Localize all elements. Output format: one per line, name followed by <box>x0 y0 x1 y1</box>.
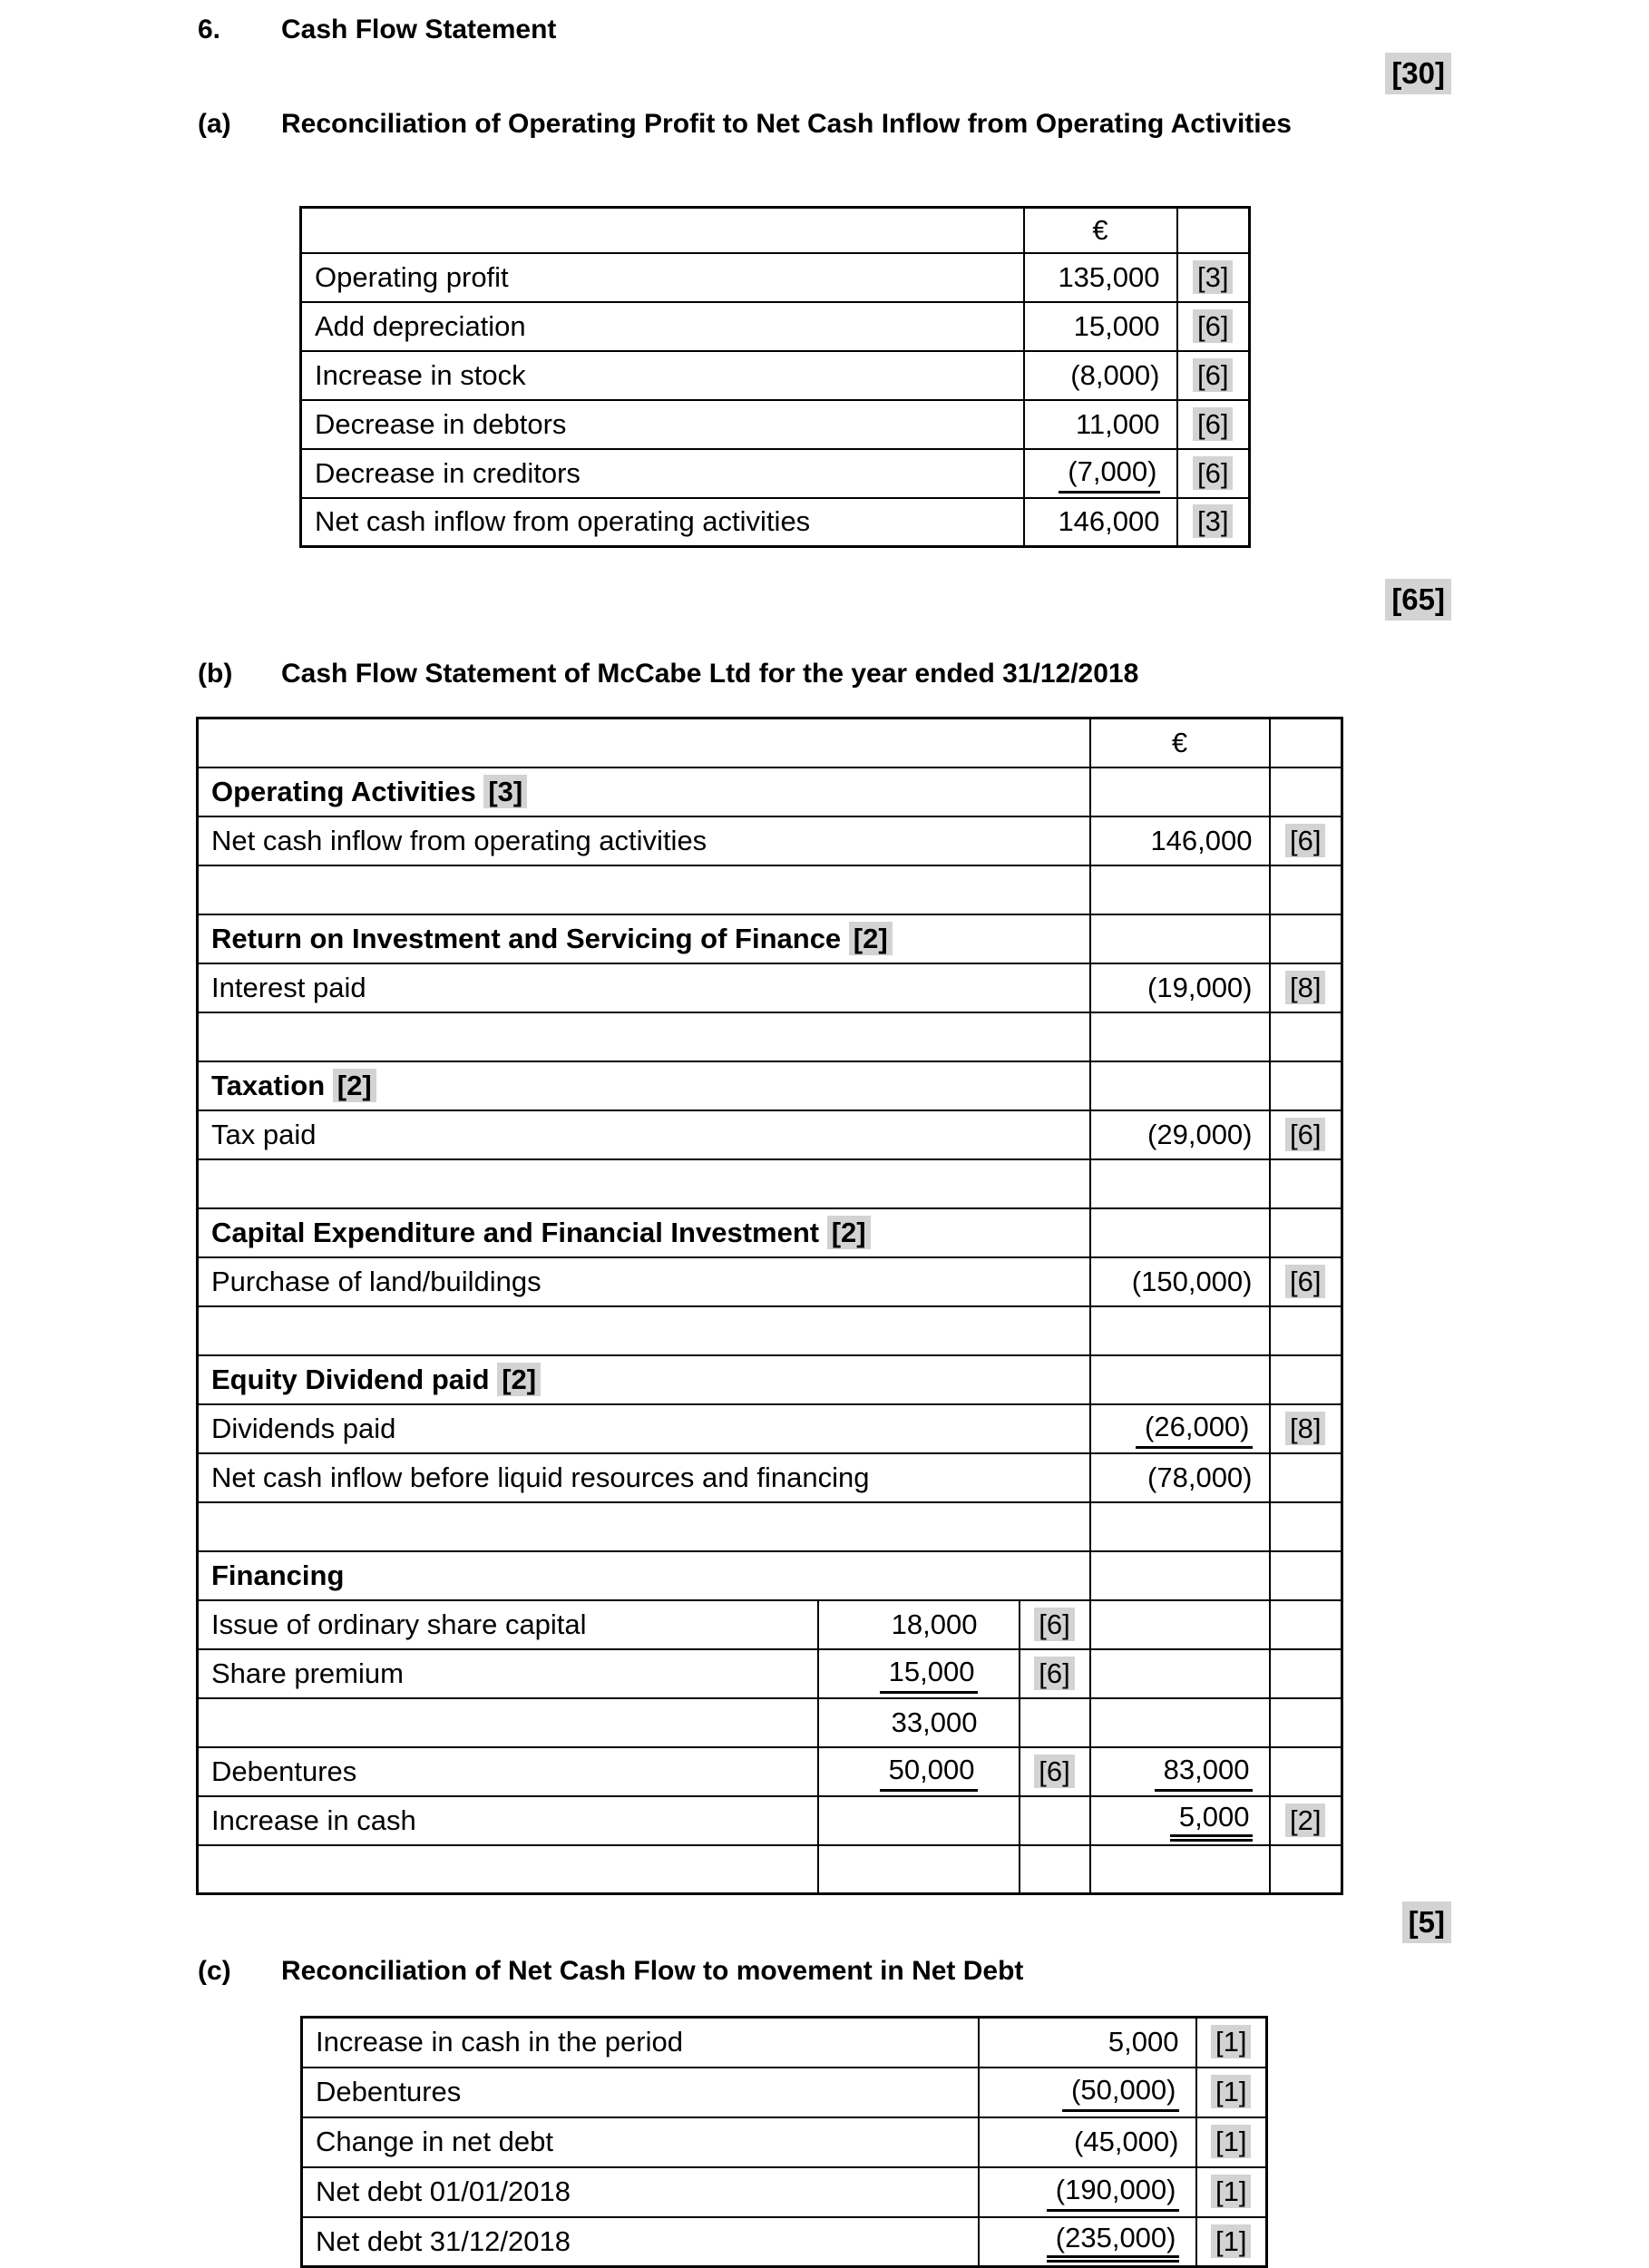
mark-badge: [1] <box>1211 2175 1251 2208</box>
blank-cell <box>1270 1012 1342 1061</box>
table-row <box>301 351 1250 400</box>
amount-cell <box>979 2068 1196 2117</box>
amount-cell <box>1024 400 1177 449</box>
section-header-label <box>198 1208 1090 1257</box>
mark-cell <box>1270 1404 1342 1453</box>
amount-cell <box>1090 1747 1270 1796</box>
blank-cell <box>1270 1306 1342 1355</box>
section-b-label: (b) <box>198 659 233 689</box>
sub-mark-cell <box>1020 1698 1090 1747</box>
page-title: Cash Flow Statement <box>281 15 557 44</box>
row-label <box>198 1845 818 1894</box>
net-debt-reconciliation-table <box>300 2016 1268 2268</box>
amount-value: (50,000) <box>1062 2072 1178 2112</box>
blank-cell <box>1090 1551 1270 1600</box>
table-header-row <box>301 208 1250 253</box>
table-row <box>302 2068 1267 2117</box>
amount-cell <box>979 2018 1196 2068</box>
amount-cell <box>1090 1110 1270 1159</box>
table-row <box>301 449 1250 498</box>
table-row <box>198 1453 1342 1502</box>
row-label: Issue of ordinary share capital <box>198 1600 818 1649</box>
mark-cell <box>1270 1257 1342 1306</box>
mark-badge: [6] <box>1034 1608 1074 1641</box>
section-title: Capital Expenditure and Financial Investment <box>211 1216 827 1248</box>
main-heading <box>198 15 556 45</box>
section-header-label <box>198 1355 1090 1404</box>
blank-cell <box>301 208 1024 253</box>
blank-cell <box>1090 767 1270 816</box>
question-number: 6. <box>198 15 221 44</box>
table-row <box>302 2217 1267 2267</box>
table-row <box>301 498 1250 547</box>
mark-cell <box>1177 253 1250 302</box>
blank-cell <box>1270 1208 1342 1257</box>
sub-mark-cell <box>1020 1845 1090 1894</box>
mark-cell <box>1270 1747 1342 1796</box>
row-label: Increase in stock <box>301 351 1024 400</box>
amount-value: (190,000) <box>1047 2172 1179 2212</box>
amount-cell <box>1090 1404 1270 1453</box>
amount-value: (8,000) <box>1070 358 1160 391</box>
row-label: Increase in cash in the period <box>302 2018 979 2068</box>
amount-cell <box>1090 1257 1270 1306</box>
row-label: Dividends paid <box>198 1404 1090 1453</box>
mark-badge: [2] <box>1285 1804 1325 1837</box>
mark-cell <box>1270 1110 1342 1159</box>
table-row <box>198 1747 1342 1796</box>
row-label <box>198 1698 818 1747</box>
mark-cell <box>1270 1649 1342 1698</box>
sub-mark-cell <box>1020 1649 1090 1698</box>
mark-badge: [1] <box>1211 2125 1251 2158</box>
mark-badge: [6] <box>1285 824 1325 857</box>
mark-cell <box>1196 2217 1267 2267</box>
amount-value: 135,000 <box>1058 260 1160 293</box>
row-label: Net cash inflow before liquid resources and financing <box>198 1453 1090 1502</box>
mark-cell <box>1196 2117 1267 2167</box>
section-c-title: Reconciliation of Net Cash Flow to movement in Net Debt <box>281 1956 1024 1986</box>
table-row <box>198 1649 1342 1698</box>
reconciliation-operating-profit-table <box>299 206 1251 548</box>
mark-cell <box>1270 1845 1342 1894</box>
table-row <box>302 2117 1267 2167</box>
table-row <box>198 1698 1342 1747</box>
table-row <box>301 400 1250 449</box>
row-label: Change in net debt <box>302 2117 979 2167</box>
mark-badge: [1] <box>1211 2075 1251 2108</box>
mark-badge: [2] <box>333 1069 376 1102</box>
mark-cell <box>1196 2068 1267 2117</box>
table-row <box>198 914 1342 963</box>
amount-value: 146,000 <box>1150 824 1253 856</box>
blank-cell <box>1270 1355 1342 1404</box>
blank-cell <box>1090 1012 1270 1061</box>
blank-cell <box>1270 1159 1342 1208</box>
mark-badge: [2] <box>497 1363 541 1396</box>
amount-cell <box>1024 351 1177 400</box>
amount-cell <box>1090 1698 1270 1747</box>
blank-cell <box>1090 1208 1270 1257</box>
sub-amount-cell <box>818 1600 1020 1649</box>
blank-cell <box>1270 767 1342 816</box>
sub-mark-cell <box>1020 1600 1090 1649</box>
mark-badge: [1] <box>1211 2025 1251 2058</box>
blank-cell <box>1090 1061 1270 1110</box>
amount-cell <box>1090 1600 1270 1649</box>
table-row <box>198 1600 1342 1649</box>
section-header-label <box>198 1061 1090 1110</box>
blank-cell <box>1270 1061 1342 1110</box>
marks-part-b-badge: [65] <box>1385 579 1451 621</box>
table-row <box>198 1159 1342 1208</box>
section-title: Equity Dividend paid <box>211 1363 498 1395</box>
mark-cell <box>1196 2018 1267 2068</box>
amount-value: 11,000 <box>1075 407 1160 440</box>
section-title: Return on Investment and Servicing of Finance <box>211 922 849 954</box>
row-label: Tax paid <box>198 1110 1090 1159</box>
mark-cell <box>1177 449 1250 498</box>
section-c-label: (c) <box>198 1956 231 1986</box>
amount-value: (26,000) <box>1136 1409 1252 1449</box>
amount-value: 146,000 <box>1058 505 1160 538</box>
mark-badge: [6] <box>1285 1265 1325 1298</box>
table-row <box>198 1404 1342 1453</box>
section-b-title: Cash Flow Statement of McCabe Ltd for the year ended 31/12/2018 <box>281 659 1139 689</box>
table-row <box>302 2018 1267 2068</box>
sub-amount-cell <box>818 1747 1020 1796</box>
amount-value: 50,000 <box>880 1752 978 1792</box>
blank-cell <box>1090 865 1270 914</box>
amount-value: 18,000 <box>891 1608 978 1640</box>
currency-header: € <box>1024 208 1177 253</box>
mark-badge: [8] <box>1285 971 1325 1004</box>
sub-amount-cell <box>818 1845 1020 1894</box>
section-header-label <box>198 767 1090 816</box>
blank-cell <box>1270 1502 1342 1551</box>
amount-cell <box>1024 498 1177 547</box>
mark-badge: [6] <box>1193 456 1233 490</box>
row-label: Debentures <box>302 2068 979 2117</box>
marks-part-c-badge: [5] <box>1402 1901 1451 1943</box>
amount-value: 5,000 <box>1170 1799 1253 1842</box>
row-label: Increase in cash <box>198 1796 818 1845</box>
table-row <box>198 1306 1342 1355</box>
section-header-label <box>198 1551 1090 1600</box>
mark-cell <box>1177 498 1250 547</box>
mark-cell <box>1270 816 1342 865</box>
amount-value: 5,000 <box>1107 2026 1179 2058</box>
blank-cell <box>1177 208 1250 253</box>
row-label: Net cash inflow from operating activities <box>198 816 1090 865</box>
row-label: Net cash inflow from operating activities <box>301 498 1024 547</box>
amount-value: (7,000) <box>1059 454 1159 494</box>
mark-badge: [6] <box>1193 358 1233 392</box>
amount-cell <box>1024 449 1177 498</box>
section-a-title: Reconciliation of Operating Profit to Net Cash Inflow from Operating Activities <box>281 109 1292 139</box>
sub-mark-cell <box>1020 1747 1090 1796</box>
mark-badge: [2] <box>849 922 893 955</box>
amount-cell <box>1090 1649 1270 1698</box>
mark-cell <box>1270 1453 1342 1502</box>
mark-cell <box>1270 963 1342 1012</box>
table-row <box>302 2167 1267 2217</box>
amount-value: 33,000 <box>891 1706 978 1738</box>
table-row <box>198 1012 1342 1061</box>
amount-value: (78,000) <box>1147 1461 1253 1493</box>
table-row <box>198 1208 1342 1257</box>
table-row <box>198 719 1342 767</box>
table-row <box>301 253 1250 302</box>
amount-cell <box>1090 816 1270 865</box>
amount-cell <box>1024 253 1177 302</box>
table-row <box>198 1551 1342 1600</box>
amount-value: (45,000) <box>1074 2126 1179 2157</box>
blank-cell <box>1090 1306 1270 1355</box>
row-label: Net debt 01/01/2018 <box>302 2167 979 2217</box>
row-label: Purchase of land/buildings <box>198 1257 1090 1306</box>
blank-cell <box>1270 719 1342 767</box>
amount-cell <box>1090 963 1270 1012</box>
mark-cell <box>1196 2167 1267 2217</box>
amount-cell <box>979 2117 1196 2167</box>
blank-cell <box>198 1306 1090 1355</box>
sub-amount-cell <box>818 1698 1020 1747</box>
row-label: Share premium <box>198 1649 818 1698</box>
mark-badge: [2] <box>827 1216 871 1249</box>
amount-cell <box>1090 1845 1270 1894</box>
table-row <box>198 1796 1342 1845</box>
amount-cell <box>1090 1453 1270 1502</box>
table-row <box>198 1257 1342 1306</box>
blank-cell <box>1090 1355 1270 1404</box>
section-a-heading <box>198 109 1292 140</box>
row-label: Net debt 31/12/2018 <box>302 2217 979 2267</box>
blank-cell <box>198 1502 1090 1551</box>
blank-cell <box>198 719 1090 767</box>
sub-amount-cell <box>818 1796 1020 1845</box>
mark-cell <box>1270 1698 1342 1747</box>
mark-badge: [6] <box>1034 1755 1074 1788</box>
section-title: Financing <box>211 1559 345 1591</box>
table-row <box>198 767 1342 816</box>
mark-cell <box>1177 302 1250 351</box>
mark-cell <box>1177 400 1250 449</box>
marks-total-badge: [30] <box>1385 53 1451 94</box>
row-label: Debentures <box>198 1747 818 1796</box>
mark-badge: [6] <box>1034 1657 1074 1690</box>
table-row <box>198 1845 1342 1894</box>
table-row <box>198 865 1342 914</box>
section-header-label <box>198 914 1090 963</box>
mark-badge: [3] <box>483 775 527 808</box>
currency-header: € <box>1090 719 1270 767</box>
mark-badge: [6] <box>1193 309 1233 343</box>
blank-cell <box>198 1012 1090 1061</box>
table-row <box>198 1110 1342 1159</box>
amount-value: 15,000 <box>880 1654 978 1694</box>
table-row <box>198 1355 1342 1404</box>
row-label: Add depreciation <box>301 302 1024 351</box>
table-row <box>198 1502 1342 1551</box>
section-b-heading <box>198 659 1138 689</box>
mark-badge: [3] <box>1193 504 1233 538</box>
section-c-heading <box>198 1956 1023 1987</box>
section-title: Operating Activities <box>211 775 484 807</box>
row-label: Decrease in creditors <box>301 449 1024 498</box>
sub-mark-cell <box>1020 1796 1090 1845</box>
mark-badge: [1] <box>1211 2224 1251 2258</box>
amount-cell <box>1024 302 1177 351</box>
mark-cell <box>1270 1600 1342 1649</box>
amount-value: (150,000) <box>1131 1265 1253 1297</box>
amount-cell <box>979 2167 1196 2217</box>
amount-cell <box>1090 1796 1270 1845</box>
blank-cell <box>1270 865 1342 914</box>
blank-cell <box>198 865 1090 914</box>
blank-cell <box>1090 1159 1270 1208</box>
section-a-label: (a) <box>198 109 231 139</box>
section-title: Taxation <box>211 1069 333 1101</box>
amount-cell <box>979 2217 1196 2267</box>
mark-badge: [3] <box>1193 260 1233 294</box>
blank-cell <box>1270 914 1342 963</box>
row-label: Operating profit <box>301 253 1024 302</box>
cash-flow-statement-table <box>196 717 1343 1895</box>
row-label: Decrease in debtors <box>301 400 1024 449</box>
mark-cell <box>1270 1796 1342 1845</box>
sub-amount-cell <box>818 1649 1020 1698</box>
table-row <box>198 816 1342 865</box>
amount-value: (29,000) <box>1147 1118 1253 1150</box>
mark-cell <box>1177 351 1250 400</box>
blank-cell <box>1090 1502 1270 1551</box>
table-row <box>198 963 1342 1012</box>
mark-badge: [6] <box>1193 407 1233 441</box>
blank-cell <box>198 1159 1090 1208</box>
blank-cell <box>1270 1551 1342 1600</box>
amount-value: 15,000 <box>1073 309 1160 342</box>
blank-cell <box>1090 914 1270 963</box>
table-row <box>198 1061 1342 1110</box>
amount-value: 83,000 <box>1155 1752 1253 1792</box>
amount-value: (19,000) <box>1147 971 1253 1003</box>
mark-badge: [8] <box>1285 1412 1325 1445</box>
table-row <box>301 302 1250 351</box>
row-label: Interest paid <box>198 963 1090 1012</box>
mark-badge: [6] <box>1285 1118 1325 1151</box>
amount-value: (235,000) <box>1047 2220 1179 2263</box>
